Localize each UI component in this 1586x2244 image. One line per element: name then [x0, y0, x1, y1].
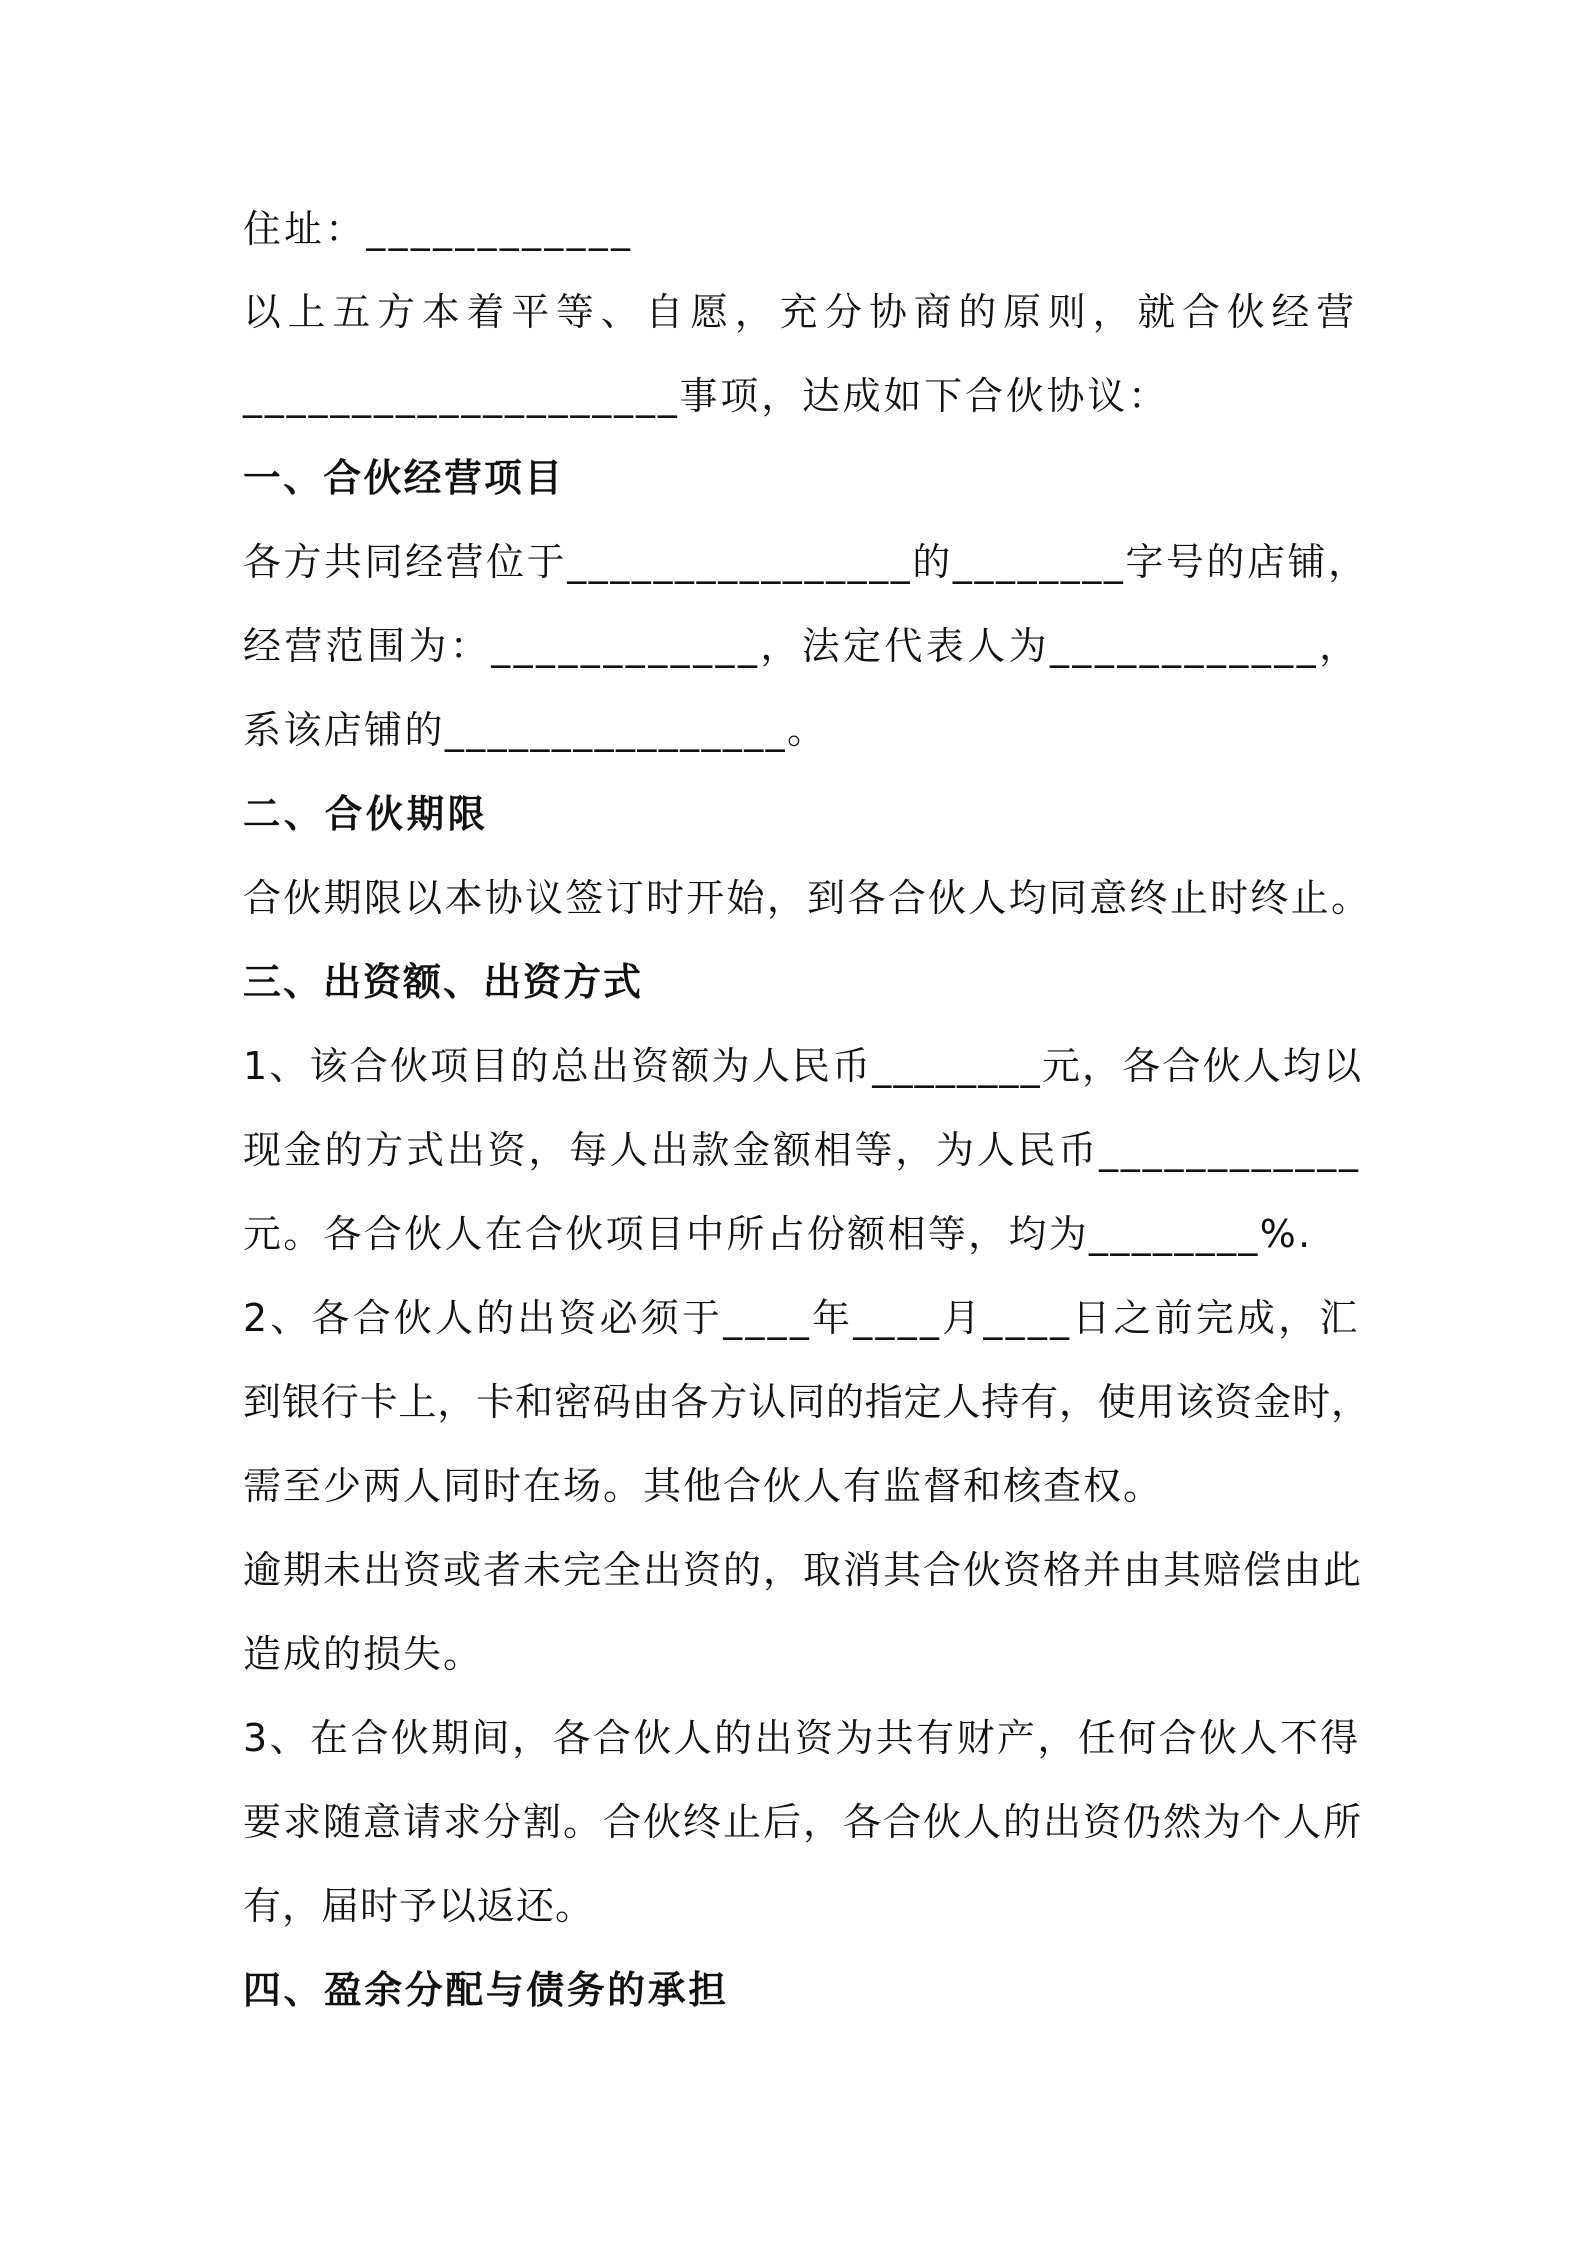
intro-line-1: 以上五方本着平等、自愿，充分协商的原则，就合伙经营	[243, 290, 1362, 334]
section-heading-3: 三、出资额、出资方式	[243, 960, 644, 1004]
section3-item2-line-1: 2、各合伙人的出资必须于____年____月____日之前完成，汇	[243, 1296, 1361, 1340]
section3-item1-line-1: 1、该合伙项目的总出资额为人民币________元，各合伙人均以	[243, 1044, 1364, 1088]
section3-item1-line-2: 现金的方式出资，每人出款金额相等，为人民币____________	[243, 1128, 1361, 1172]
section3-item3-line-3: 有，届时予以返还。	[243, 1884, 595, 1928]
section3-item2-line-2: 到银行卡上，卡和密码由各方认同的指定人持有，使用该资金时，	[243, 1380, 1370, 1424]
section3-item2-line-4: 逾期未出资或者未完全出资的，取消其合伙资格并由其赔偿由此	[243, 1548, 1364, 1592]
address-line: 住址：____________	[243, 207, 634, 251]
section3-item1-line-3: 元。各合伙人在合伙项目中所占份额相等，均为________%.	[243, 1212, 1313, 1256]
section1-line-3: 系该店铺的________________。	[243, 708, 828, 752]
section-heading-1: 一、合伙经营项目	[243, 456, 565, 500]
section3-item2-line-5: 造成的损失。	[243, 1632, 484, 1676]
section3-item3-line-2: 要求随意请求分割。合伙终止后，各合伙人的出资仍然为个人所	[243, 1800, 1364, 1844]
section3-item2-line-3: 需至少两人同时在场。其他合伙人有监督和核查权。	[243, 1464, 1164, 1508]
section1-line-1: 各方共同经营位于________________的________字号的店铺，	[243, 540, 1369, 584]
section2-line-1: 合伙期限以本协议签订时开始，到各合伙人均同意终止时终止。	[243, 876, 1372, 920]
section-heading-2: 二、合伙期限	[243, 792, 489, 836]
intro-line-2: ____________________事项，达成如下合伙协议：	[243, 374, 1169, 418]
section1-line-2: 经营范围为：____________，法定代表人为____________，	[243, 624, 1361, 668]
section3-item3-line-1: 3、在合伙期间，各合伙人的出资为共有财产，任何合伙人不得	[243, 1716, 1361, 1760]
section-heading-4: 四、盈余分配与债务的承担	[243, 1968, 729, 2012]
